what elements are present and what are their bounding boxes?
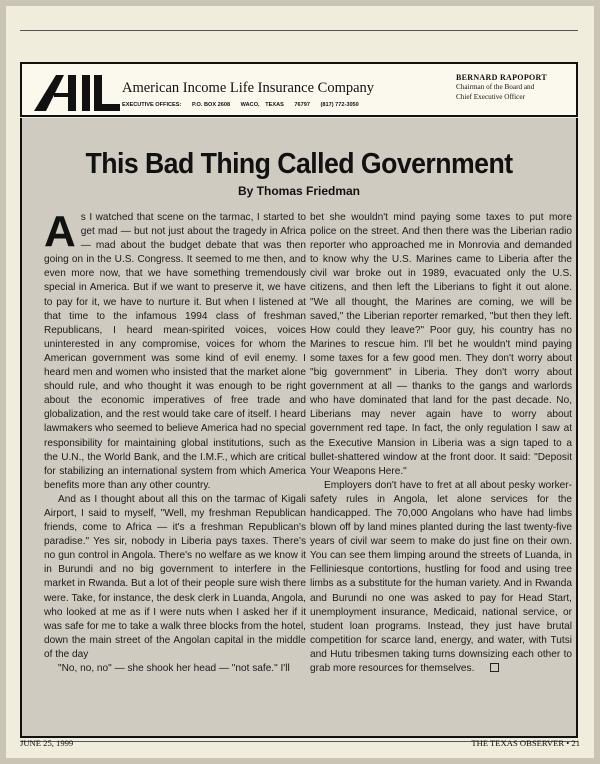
paragraph: And as I thought about all this on the tarmac of Kigali Airport, I said to myself, "Well, my freshman Republican friends, come to Africa — it's a freshman Republican's paradise." Yes sir, nobody in Liberia pays taxes. There's no gun control in Angola. There's no welfare as we know it in Burundi and no big government to interfere in the market in Rwanda. But a lot of their people sure wish there were. Take, for instance, the desk clerk in Luanda, Angola, who looked at me as if I were nuts when I asked her if it was safe for me to take a walk three blocks from the hotel, down the main street of the Angolan capital in the middle of the day xyxy=(44,493,307,660)
paragraph: "No, no, no" — she shook her head — "not safe." I'll xyxy=(58,663,290,674)
executive-title-1: Chairman of the Board and xyxy=(456,83,535,91)
phone: (817) 772-3050 xyxy=(320,102,359,108)
dropcap: A xyxy=(44,207,76,256)
executive-offices-line xyxy=(122,102,368,108)
end-mark-icon xyxy=(490,663,499,672)
publication-page: THE TEXAS OBSERVER • 21 xyxy=(471,738,580,748)
executive-name: BERNARD RAPOPORT xyxy=(456,73,547,82)
paragraph: Employers don't have to fret at all about pesky worker-safety rules in Angola, let alone services for the handicapped. The 70,000 Angolans who have had limbs blown off by land mines planted during the last twenty-five years of civil war seem to make do just fine on their own. You can see them limping around the streets of Luanda, in Felliniesque contortions, hustling for food and using tree limbs as a substitute for the human variety. And in Rwanda and Burundi no one was asked to pay for Head Start, unemployment insurance, Medicaid, national service, or student loan programs. Instead, they just have brutal competition for scarce land, energy, and water, with Tutsi and Hutu tribesmen taking turns downsizing each other to grab more resources for themselves. xyxy=(310,479,572,674)
offices-label: EXECUTIVE OFFICES: xyxy=(122,102,182,108)
state: TEXAS xyxy=(265,102,284,108)
paragraph: As I watched that scene on the tarmac, I started to get mad — but not just about the tragedy in Africa — mad about the budget debate that was then going on in the U.S. Congress. It seemed to me then, and even more now, that we have something tremendously special in America. But if we want to preserve it, we have to pay for it, we have to nurture it. But when I listened at that time to the infamous 1994 class of freshman Republicans, I heard mean-spirited voices, voices uninterested in any compromise, voices for whom the American government was some kind of evil enemy. I heard men and women who insisted that the market alone should rule, and who thought it was enough to be right about the economic imperatives of free trade and globalization, and the rest would take care of itself. I heard lawmakers who seemed to believe America had no special responsibility for maintaining global institutions, such as the U.N., the World Bank, and the I.M.F., which are critical for stabilizing an international system from which America benefits more than any other country. xyxy=(44,207,306,491)
advertisement-banner xyxy=(20,62,578,117)
city: WACO, xyxy=(240,102,260,108)
company-name: American Income Life Insurance Company xyxy=(122,80,375,96)
ail-logo-icon xyxy=(34,73,132,111)
top-rule xyxy=(20,30,578,31)
article-byline: By Thomas Friedman xyxy=(237,184,361,198)
article-headline: This Bad Thing Called Government xyxy=(85,148,513,180)
executive-title-2: Chief Executive Officer xyxy=(456,93,525,101)
article-column-right xyxy=(310,211,572,676)
article-column-left xyxy=(44,207,307,676)
po-box: P.O. BOX 2608 xyxy=(191,102,231,108)
zip: 76797 xyxy=(294,102,310,108)
issue-date: JUNE 25, 1999 xyxy=(20,738,74,748)
paragraph: bet she wouldn't mind paying some taxes to put more police on the street. And then there was the Liberian radio reporter who approached me in Monrovia and demanded to know why the U.S. Marines came to Liberia after the civil war broke out in 1989, evacuated only the U.S. citizens, and then left the Liberians to fight it out alone. "We all thought, the Marines are coming, we will be saved," the Liberian reporter remarked, "but then they left. How could they leave?" Poor guy, his country has no Marines to rescue him. I'll bet he wouldn't mind paying some taxes for a few good men. They don't worry about "big government" in Liberia. They don't worry about government at all — thanks to the gangs and warlords who have dominated that land for the past decade. No, Liberians may never again have to worry about government red tape. In fact, the only regulation I saw at the Executive Mansion in Liberia was a sign taped to a bullet-shattered window at the front door. It said: "Deposit Your Weapons Here." xyxy=(310,212,572,477)
magazine-page xyxy=(6,6,594,758)
article-box xyxy=(20,118,578,738)
executive-block xyxy=(456,73,564,102)
